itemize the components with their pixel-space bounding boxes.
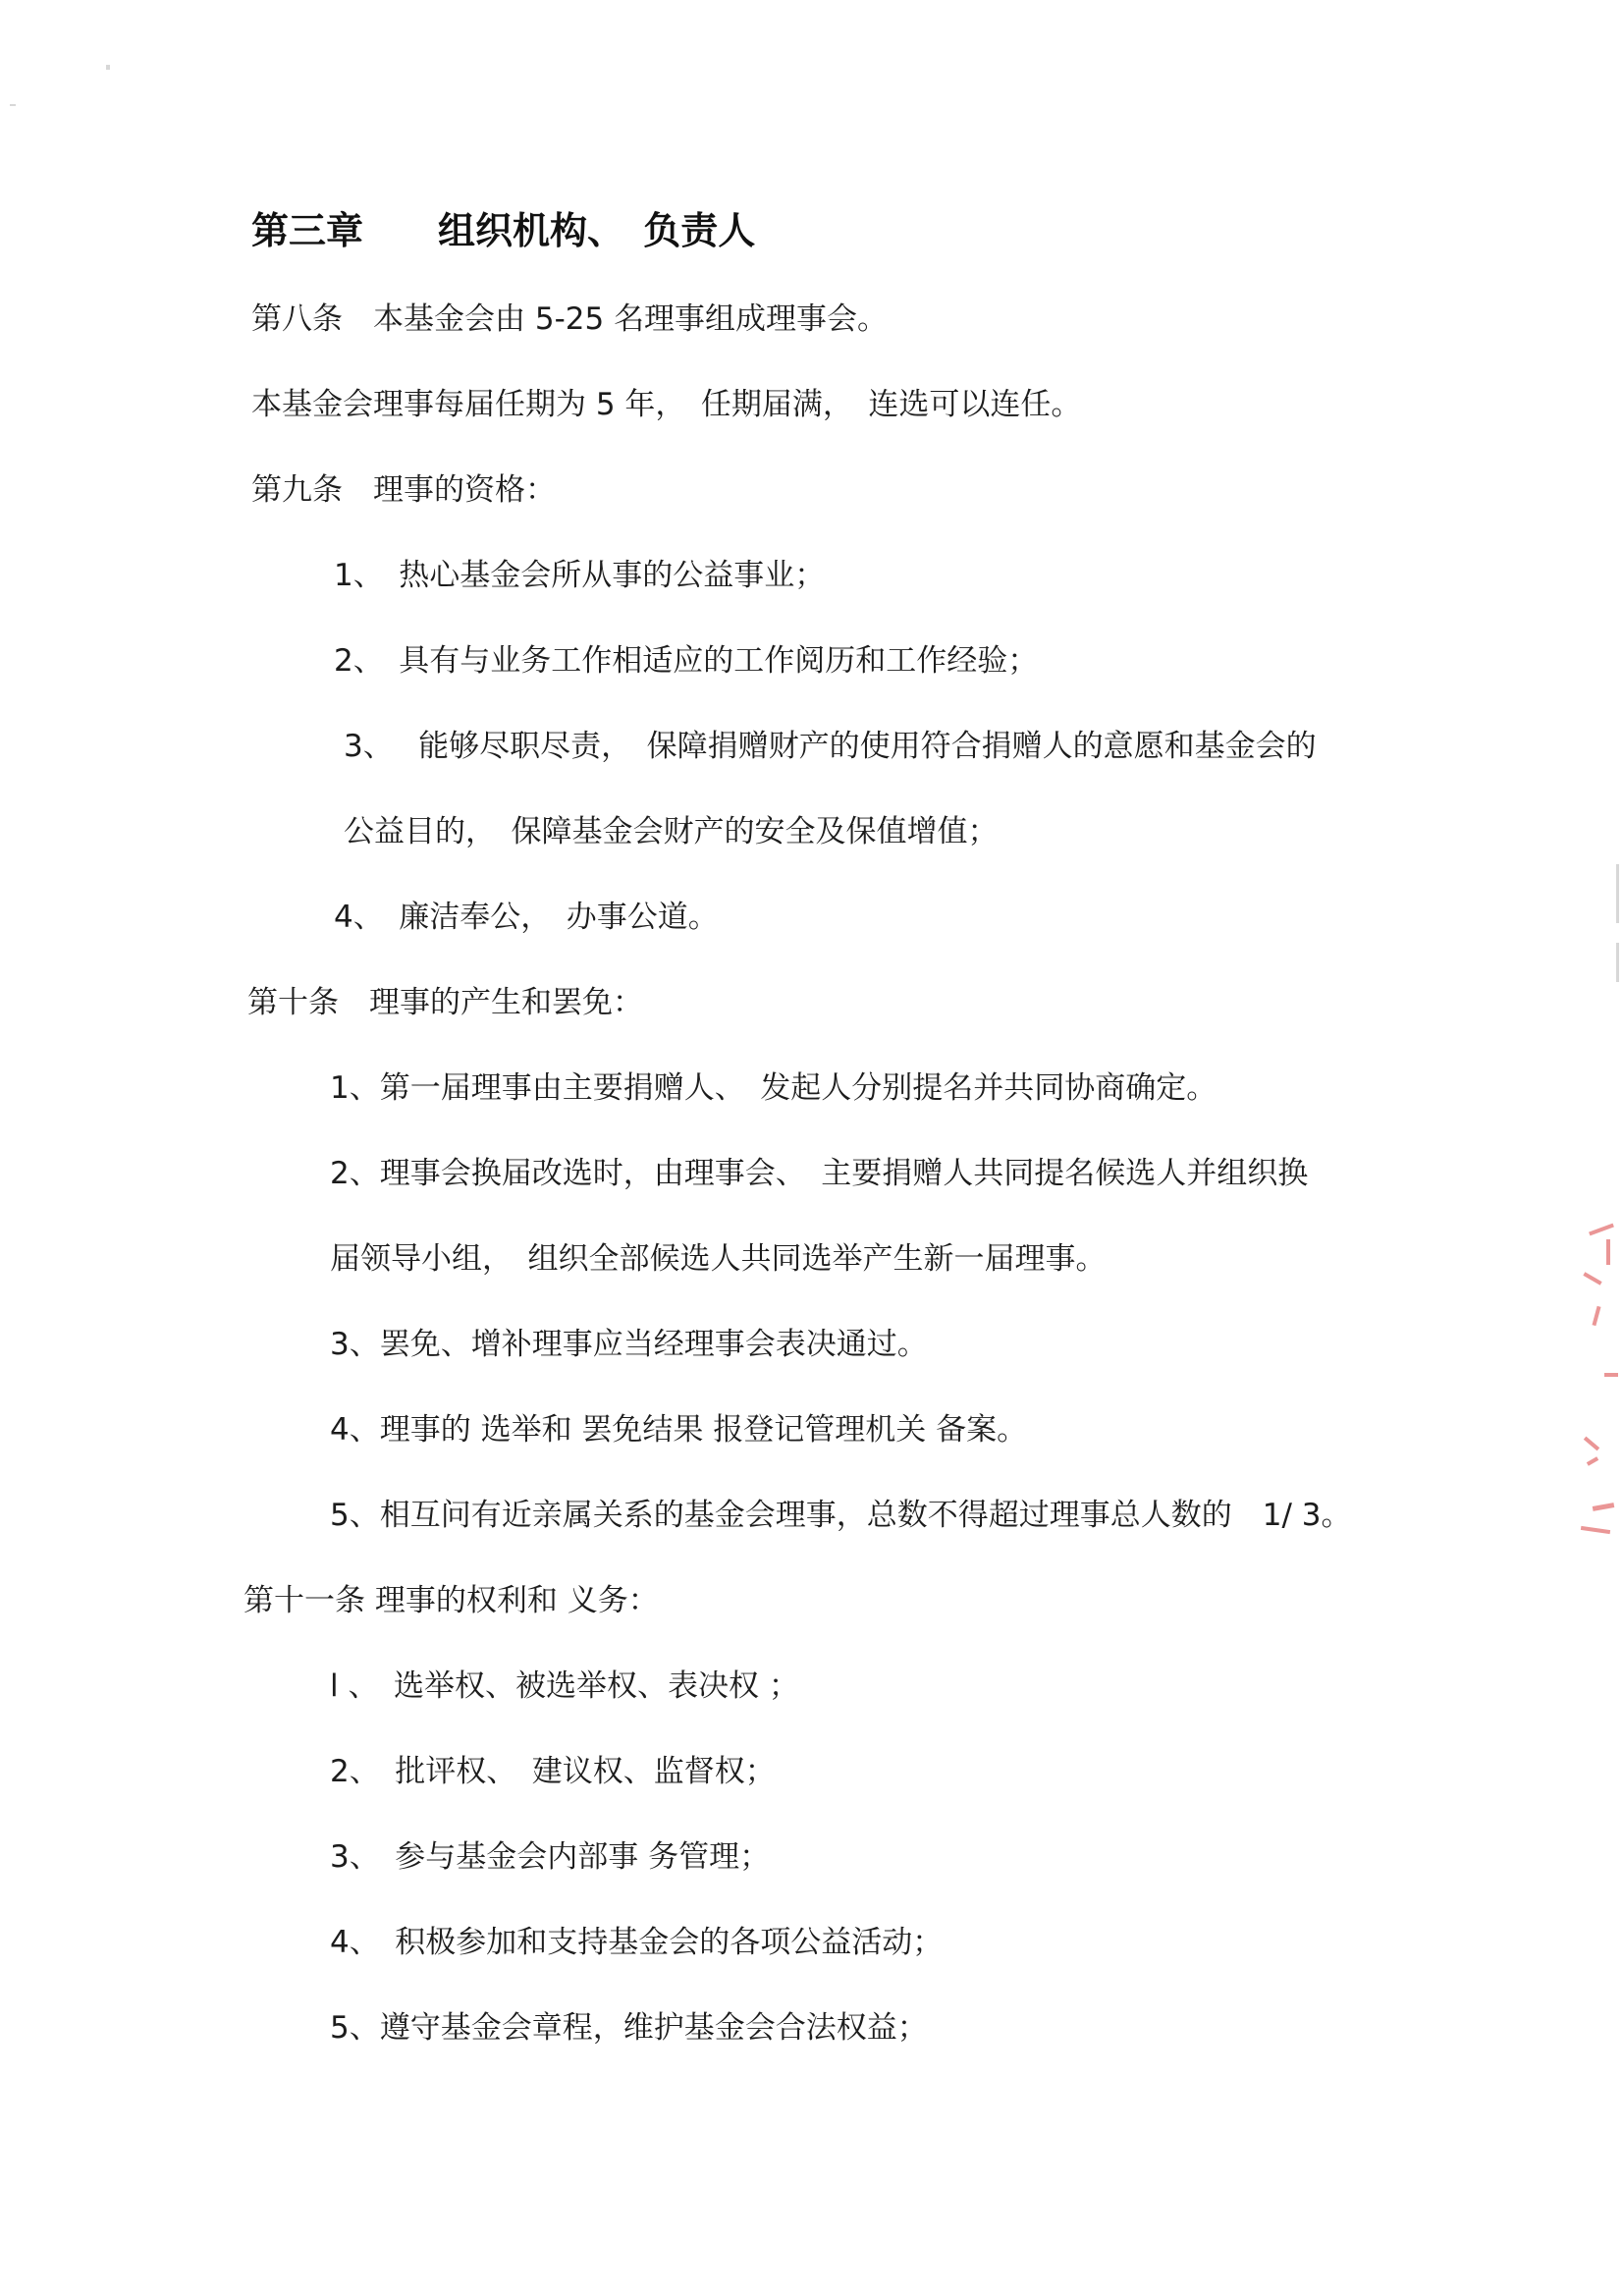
chapter-title: 第三章 组织机构、 负责人 — [251, 209, 756, 252]
scan-edge-mark — [1616, 864, 1619, 923]
article-10-item-4: 4、理事的 选举和 罢免结果 报登记管理机关 备案。 — [330, 1412, 1028, 1448]
scan-speck — [106, 65, 110, 70]
article-9-item-1: 1、 热心基金会所从事的公益事业； — [334, 558, 826, 593]
article-11-item-3: 3、 参与基金会内部事 务管理； — [330, 1839, 771, 1875]
article-10-item-3: 3、罢免、增补理事应当经理事会表决通过。 — [330, 1327, 928, 1362]
article-9-item-2: 2、 具有与业务工作相适应的工作阅历和工作经验； — [334, 643, 1039, 679]
scan-speck — [10, 104, 16, 106]
article-10-item-2-cont: 届领导小组， 组织全部候选人共同选举产生新一届理事。 — [330, 1241, 1107, 1277]
article-10-item-2: 2、理事会换届改选时，由理事会、 主要捐赠人共同提名候选人并组织换 — [330, 1156, 1309, 1191]
article-11-item-1: l 、 选举权、被选举权、表决权 ； — [330, 1668, 799, 1704]
article-9-item-3-cont: 公益目的， 保障基金会财产的安全及保值增值； — [344, 814, 999, 849]
article-10: 第十条 理事的产生和罢免： — [247, 985, 643, 1020]
article-9-item-3: 3、 能够尽职尽责， 保障捐赠财产的使用符合捐赠人的意愿和基金会的 — [344, 729, 1317, 764]
article-11: 第十一条 理事的权利和 义务： — [243, 1583, 659, 1618]
scan-edge-mark — [1616, 943, 1619, 982]
article-11-item-2: 2、 批评权、 建议权、监督权； — [330, 1754, 776, 1789]
article-11-item-5: 5、遵守基金会章程，维护基金会合法权益； — [330, 2010, 928, 2046]
article-11-item-4: 4、 积极参加和支持基金会的各项公益活动； — [330, 1925, 944, 1960]
article-10-item-5: 5、相互问有近亲属关系的基金会理事，总数不得超过理事总人数的 1/ 3。 — [330, 1498, 1352, 1533]
article-9-item-4: 4、 廉洁奉公， 办事公道。 — [334, 900, 719, 935]
article-9: 第九条 理事的资格： — [251, 472, 556, 508]
article-10-item-1: 1、第一届理事由主要捐赠人、 发起人分别提名并共同协商确定。 — [330, 1070, 1217, 1106]
article-8: 第八条 本基金会由 5-25 名理事组成理事会。 — [251, 301, 889, 337]
article-8-term: 本基金会理事每届任期为 5 年， 任期届满， 连选可以连任。 — [251, 387, 1082, 422]
